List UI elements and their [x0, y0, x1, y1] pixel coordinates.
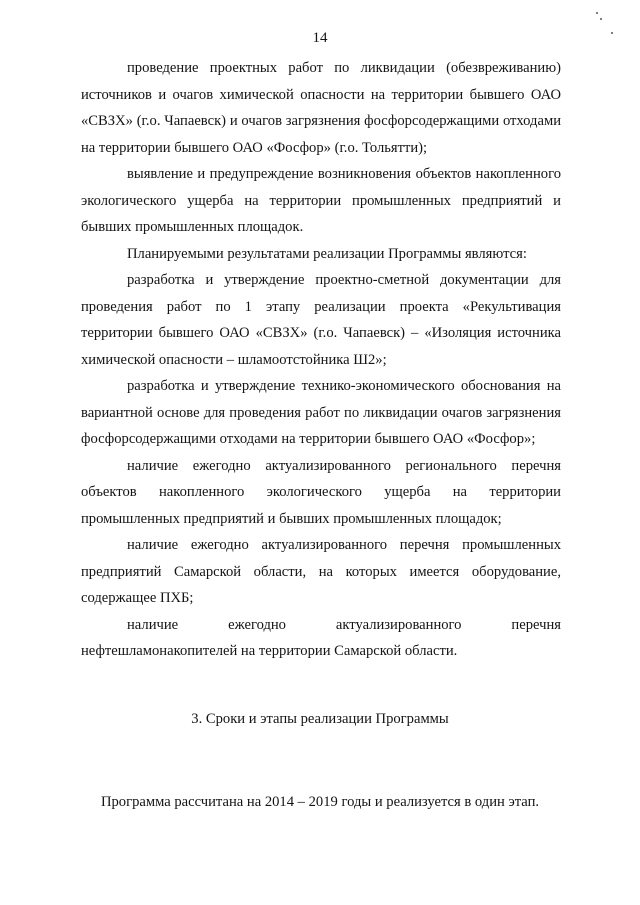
paragraph-planned-results: Планируемыми результатами реализации Программы являются:	[127, 245, 527, 262]
paragraph-regional-list: наличие ежегодно актуализированного регионального перечня объектов накопленного экологического ущерба на территории промышленных предприятий и бывших промышленных площадок;	[81, 457, 561, 527]
scan-speck	[600, 18, 602, 20]
page-number: 14	[312, 30, 328, 46]
program-duration-paragraph: Программа рассчитана на 2014 – 2019 годы и реализуется в один этап.	[100, 794, 540, 810]
paragraph-remediation-works: проведение проектных работ по ликвидации (обезвреживанию) источников и очагов химической опасности на территории бывшего ОАО «СВЗХ» (г.о. Чапаевск) и очагов загрязнения фосфорсодержащими отходами на территории бывшего ОАО «Фосфор» (г.о. Тольятти);	[81, 60, 561, 156]
body-text	[81, 55, 561, 665]
paragraph-pcb-enterprises-list: наличие ежегодно актуализированного перечня промышленных предприятий Самарской области, на которых имеется оборудование, содержащее ПХБ;	[81, 537, 561, 606]
section-heading: 3. Сроки и этапы реализации Программы	[191, 711, 449, 727]
paragraph-oil-sludge-list: наличие ежегодно актуализированного перечня нефтешламонакопителей на территории Самарской области.	[81, 616, 561, 659]
paragraph-design-documentation: разработка и утверждение проектно-сметной документации для проведения работ по 1 этапу реализации проекта «Рекультивация территории бывшего ОАО «СВЗХ» (г.о. Чапаевск) – «Изоляция источника химической опасности – шламоотстойника Ш2»;	[81, 272, 561, 368]
paragraph-feasibility-study: разработка и утверждение технико-экономического обоснования на вариантной основе для проведения работ по ликвидации очагов загрязнения фосфорсодержащими отходами на территории бывшего ОАО «Фосфор»;	[81, 378, 561, 447]
scan-speck	[596, 12, 598, 14]
paragraph-damage-detection: выявление и предупреждение возникновения объектов накопленного экологического ущерба на территории промышленных предприятий и бывших промышленных площадок.	[81, 166, 561, 235]
scan-speck	[611, 32, 613, 34]
